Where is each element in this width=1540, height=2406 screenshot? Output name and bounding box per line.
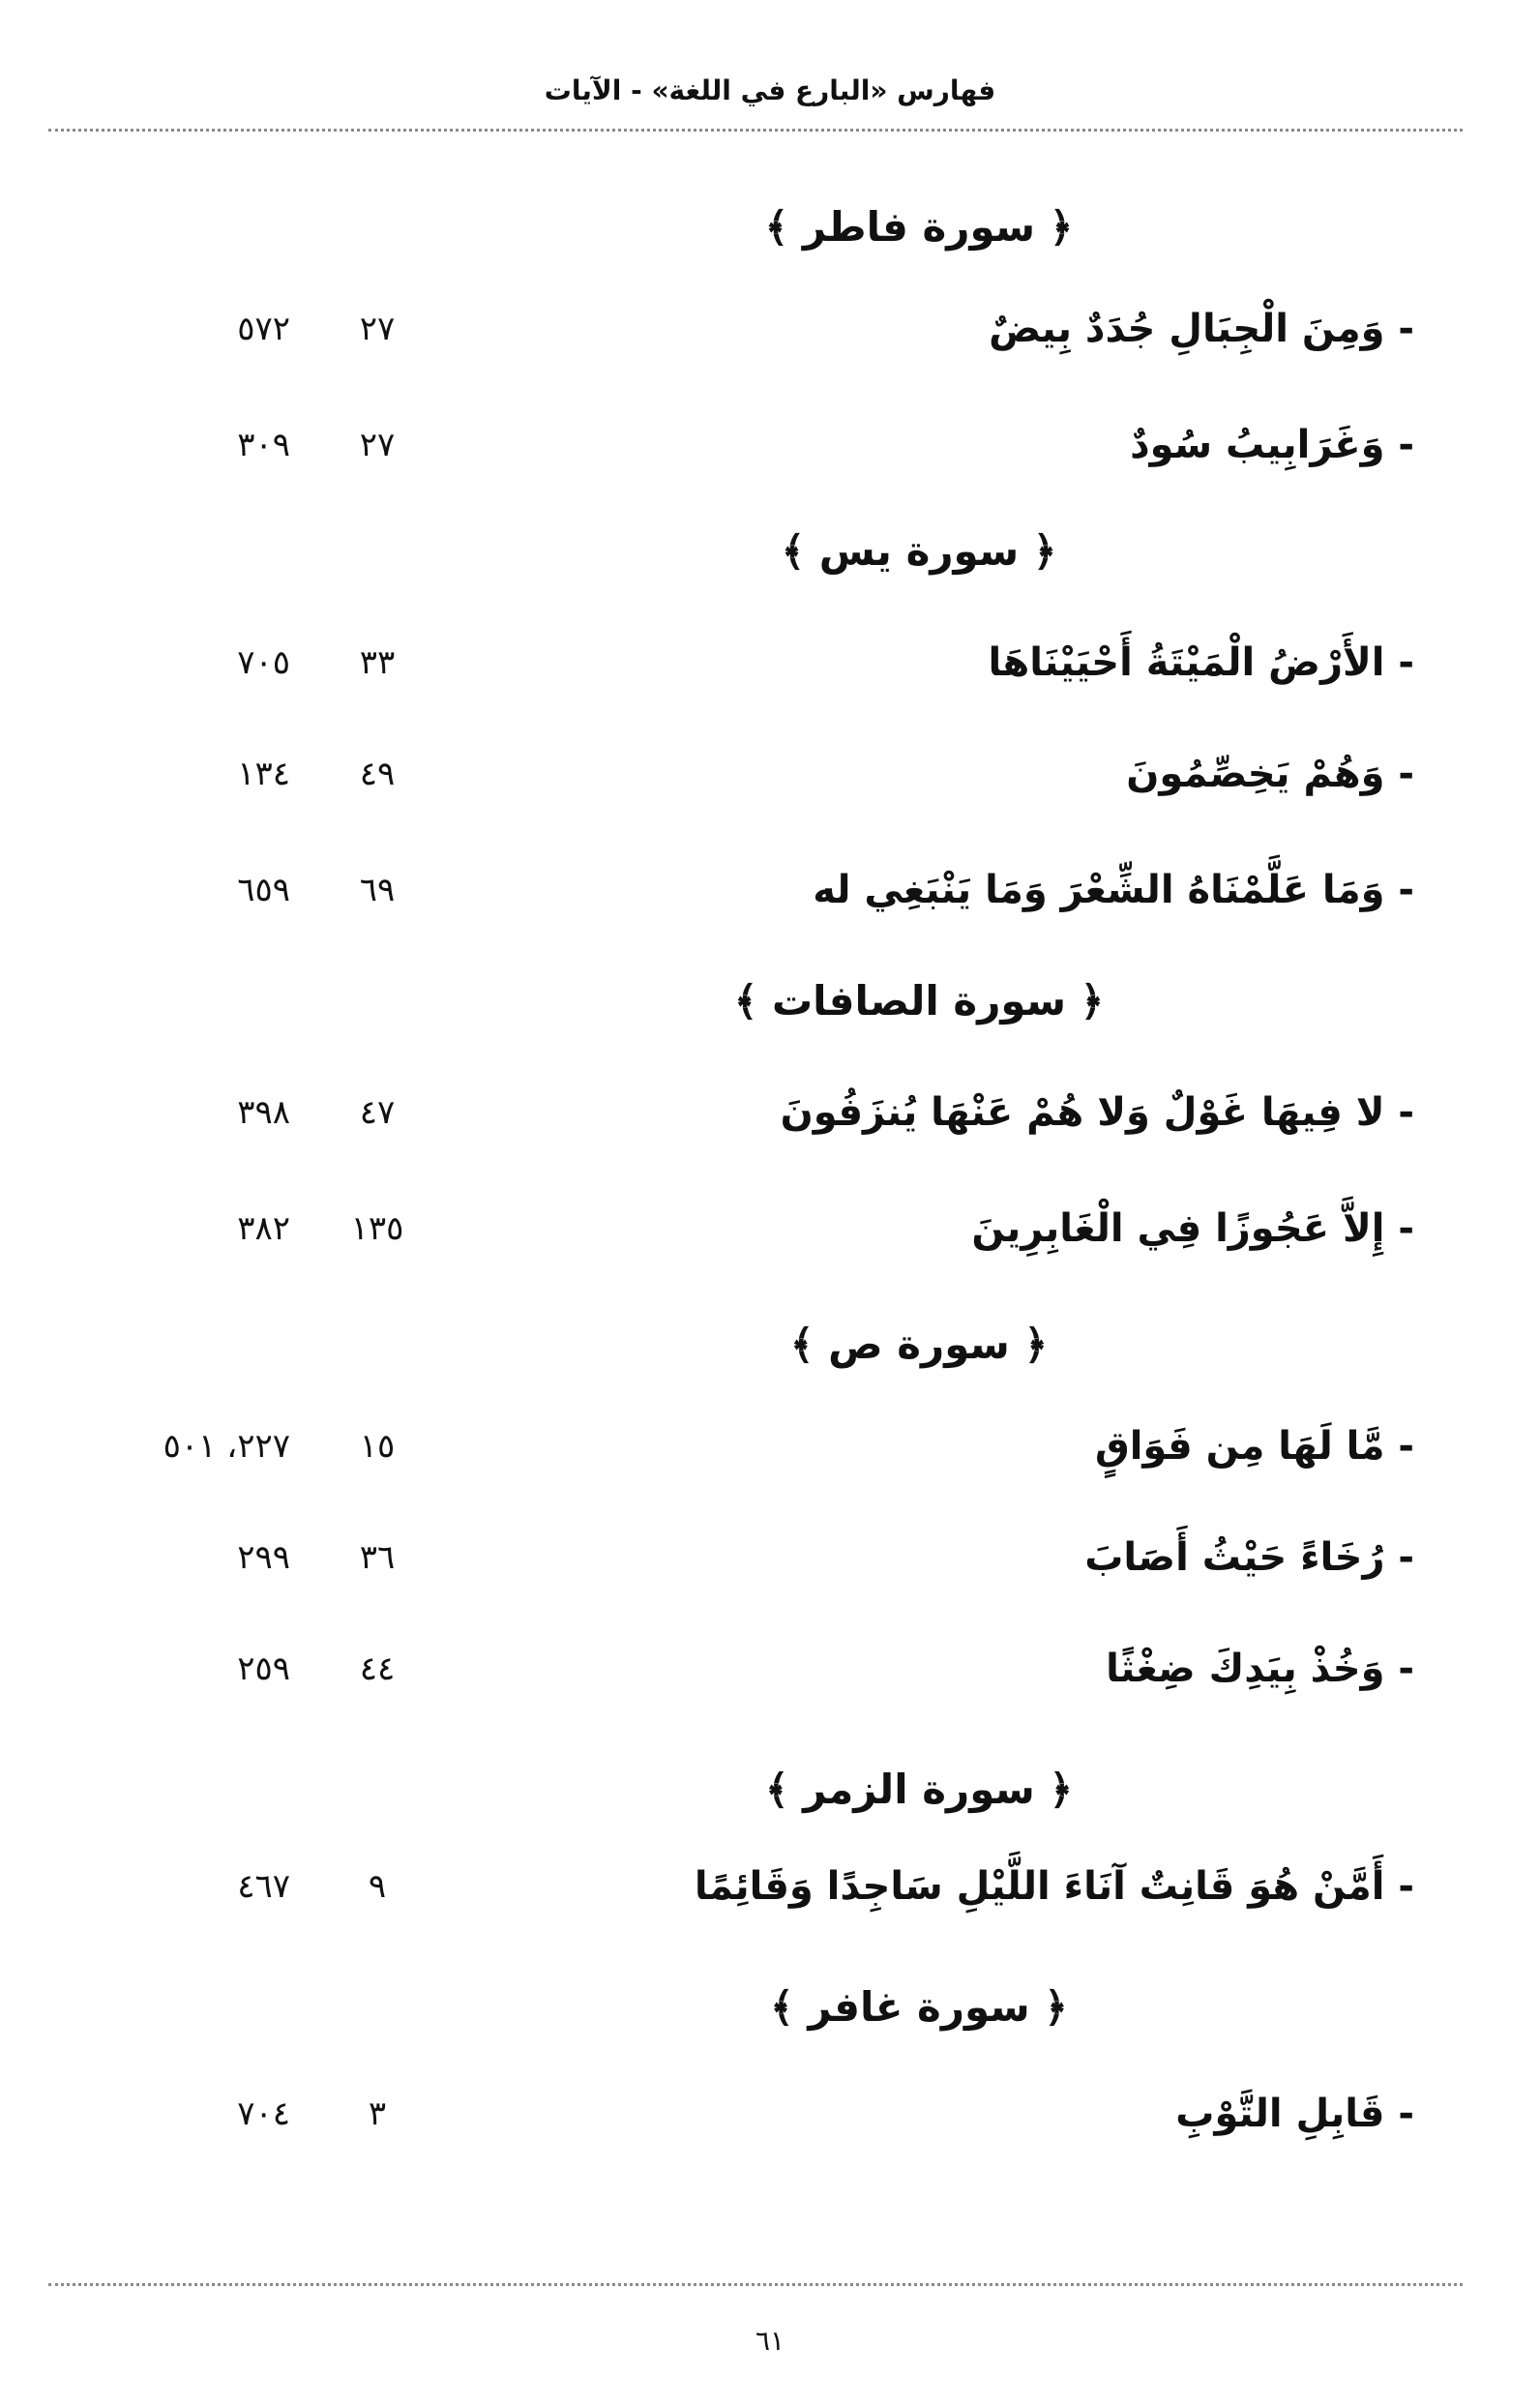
page-reference: ٢٩٩ — [237, 1538, 290, 1577]
verse-entry — [0, 1059, 1540, 1166]
surah-title: ﴿ سورة فاطر ﴾ — [764, 203, 1074, 251]
surah-title: ﴿ سورة يس ﴾ — [781, 527, 1057, 575]
surah-heading — [0, 498, 1540, 605]
verse-number: ٤٩ — [359, 755, 396, 793]
verse-text: - أَمَّنْ هُوَ قَانِتٌ آنَاءَ اللَّيْلِ سَاجِدًا وَقَائِمًا — [694, 1864, 1414, 1909]
verse-number: ٢٧ — [359, 426, 396, 464]
page-reference: ٦٥٩ — [237, 871, 290, 909]
page-number: ٦١ — [755, 2325, 785, 2357]
verse-entry — [0, 1504, 1540, 1611]
verse-text: - رُخَاءً حَيْثُ أَصَابَ — [1084, 1535, 1414, 1580]
verse-text: - وَهُمْ يَخِصِّمُونَ — [1126, 752, 1414, 796]
surah-title: ﴿ سورة الصافات ﴾ — [733, 977, 1105, 1025]
page-reference: ١٣٤ — [237, 755, 290, 793]
page-reference: ٤٦٧ — [237, 1867, 290, 1906]
verse-entry — [0, 837, 1540, 943]
page-reference: ٢٥٩ — [237, 1649, 290, 1688]
verse-number: ٩ — [368, 1867, 387, 1906]
verse-entry — [0, 1175, 1540, 1282]
verse-entry — [0, 1616, 1540, 1722]
verse-entry — [0, 609, 1540, 716]
verse-entry — [0, 1393, 1540, 1500]
verse-text: - الأَرْضُ الْمَيْتَةُ أَحْيَيْنَاهَا — [988, 640, 1414, 685]
surah-title: ﴿ سورة الزمر ﴾ — [764, 1766, 1074, 1813]
surah-heading — [0, 948, 1540, 1054]
running-header: فهارس «البارع في اللغة» - الآيات — [544, 74, 996, 106]
verse-number: ٤٧ — [359, 1093, 396, 1132]
verse-entry — [0, 721, 1540, 827]
verse-number: ٦٩ — [359, 871, 396, 909]
verse-text: - إِلاَّ عَجُوزًا فِي الْغَابِرِينَ — [971, 1206, 1414, 1251]
verse-entry — [0, 392, 1540, 498]
page-reference: ٣٨٢ — [237, 1209, 290, 1248]
verse-number: ٣٦ — [359, 1538, 396, 1577]
verse-text: - وَغَرَابِيبُ سُودٌ — [1130, 423, 1414, 467]
verse-text: - وَخُذْ بِيَدِكَ ضِغْثًا — [1106, 1647, 1414, 1691]
verse-entry — [0, 276, 1540, 382]
page-reference: ٧٠٤ — [237, 2094, 290, 2133]
footer-rule — [48, 2283, 1463, 2286]
surah-heading — [0, 1737, 1540, 1843]
surah-heading — [0, 1292, 1540, 1398]
verse-number: ٢٧ — [359, 310, 396, 348]
verse-number: ١٥ — [359, 1427, 396, 1466]
page-reference: ٣٩٨ — [237, 1093, 290, 1132]
surah-heading — [0, 174, 1540, 281]
verse-text: - وَمَا عَلَّمْنَاهُ الشِّعْرَ وَمَا يَنْبَغِي له — [813, 868, 1414, 912]
verse-number: ١٣٥ — [350, 1209, 404, 1248]
verse-text: - مَّا لَهَا مِن فَوَاقٍ — [1094, 1424, 1414, 1469]
verse-text: - لا فِيهَا غَوْلٌ وَلا هُمْ عَنْهَا يُنزَفُونَ — [780, 1090, 1414, 1135]
surah-heading — [0, 1954, 1540, 2061]
verse-number: ٣٣ — [359, 643, 396, 682]
surah-title: ﴿ سورة ص ﴾ — [789, 1321, 1049, 1368]
surah-title: ﴿ سورة غافر ﴾ — [770, 1983, 1068, 2031]
verse-entry — [0, 1833, 1540, 1940]
verse-text: - وَمِنَ الْجِبَالِ جُدَدٌ بِيضٌ — [989, 307, 1414, 351]
page-reference: ٣٠٩ — [237, 426, 290, 464]
verse-number: ٤٤ — [359, 1649, 396, 1688]
verse-entry — [0, 2061, 1540, 2167]
page-reference: ٢٢٧، ٥٠١ — [163, 1427, 290, 1466]
page-reference: ٥٧٢ — [237, 310, 290, 348]
verse-number: ٣ — [368, 2094, 387, 2133]
verse-text: - قَابِلِ التَّوْبِ — [1175, 2092, 1414, 2136]
page-reference: ٧٠٥ — [237, 643, 290, 682]
